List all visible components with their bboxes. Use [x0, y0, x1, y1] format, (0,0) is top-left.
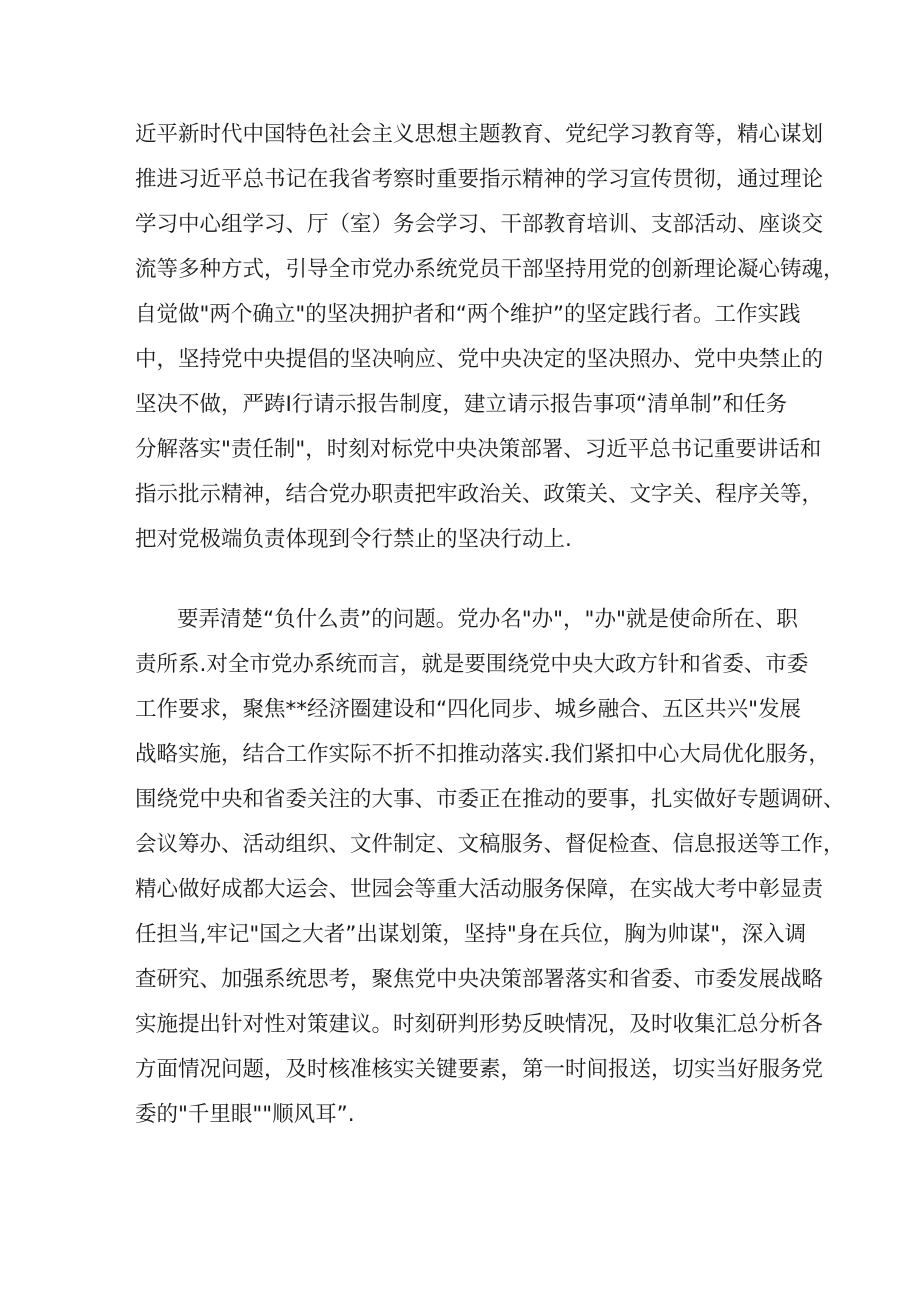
- paragraph-1: [135, 112, 845, 562]
- paragraph-line: 把对党极端负责体现到令行禁止的坚决行动上.: [135, 527, 572, 552]
- paragraph-line: 坚决不做，严踌I行请示报告制度，建立请示报告事项“清单制”和任务: [135, 392, 788, 417]
- paragraph-line: 会议筹办、活动组织、文件制定、文稿服务、督促检查、信息报送等工作，: [135, 832, 845, 857]
- paragraph-line: 流等多种方式，引导全市党办系统党员干部坚持用党的创新理论凝心铸魂，: [135, 257, 845, 282]
- paragraph-line: 围绕党中央和省委关注的大事、市委正在推动的要事，扎实做好专题调研、: [135, 787, 845, 812]
- paragraph-line: 分解落实"责任制"，时刻对标党中央决策部署、习近平总书记重要讲话和: [135, 437, 822, 462]
- paragraph-line: 要弄清楚“负什么责”的问题。党办名"办"，"办"就是使命所在、职: [177, 607, 798, 632]
- paragraph-line: 工作要求，聚焦**经济圈建设和“四化同步、城乡融合、五区共兴"发展: [135, 697, 802, 722]
- paragraph-line: 任担当,牢记"国之大者”出谋划策，坚持"身在兵位，胸为帅谋"，深入调: [135, 922, 807, 947]
- paragraph-line: 近平新时代中国特色社会主义思想主题教育、党纪学习教育等，精心谋划: [135, 122, 824, 147]
- paragraph-line: 实施提出针对性对策建议。时刻研判形势反映情况，及时收集汇总分析各: [135, 1012, 824, 1037]
- paragraph-line: 战略实施，结合工作实际不折不扣推动落实.我们紧扣中心大局优化服务，: [135, 742, 830, 767]
- paragraph-line: 方面情况问题，及时核准核实关键要素，第一时间报送，切实当好服务党: [135, 1057, 824, 1082]
- paragraph-line: 指示批示精神，结合党办职责把牢政治关、政策关、文字关、程序关等，: [135, 482, 824, 507]
- paragraph-line: 责所系.对全市党办系统而言，就是要围绕党中央大政方针和省委、市委: [135, 652, 809, 677]
- paragraph-line: 推进习近平总书记在我省考察时重要指示精神的学习宣传贯彻，通过理论: [135, 167, 824, 192]
- paragraph-line: 自觉做"两个确立"的坚决拥护者和“两个维护”的坚定践行者。工作实践: [135, 302, 801, 327]
- paragraph-2: [135, 597, 845, 1137]
- paragraph-line: 查研究、加强系统思考，聚焦党中央决策部署落实和省委、市委发展战略: [135, 967, 824, 992]
- paragraph-line: 精心做好成都大运会、世园会等重大活动服务保障，在实战大考中彰显责: [135, 877, 824, 902]
- paragraph-line: 学习中心组学习、厅（室）务会学习、干部教育培训、支部活动、座谈交: [135, 212, 824, 237]
- paragraph-line: 中，坚持党中央提倡的坚决响应、党中央决定的坚决照办、党中央禁止的: [135, 347, 824, 372]
- paragraph-line: 委的"千里眼""顺风耳”.: [135, 1102, 355, 1127]
